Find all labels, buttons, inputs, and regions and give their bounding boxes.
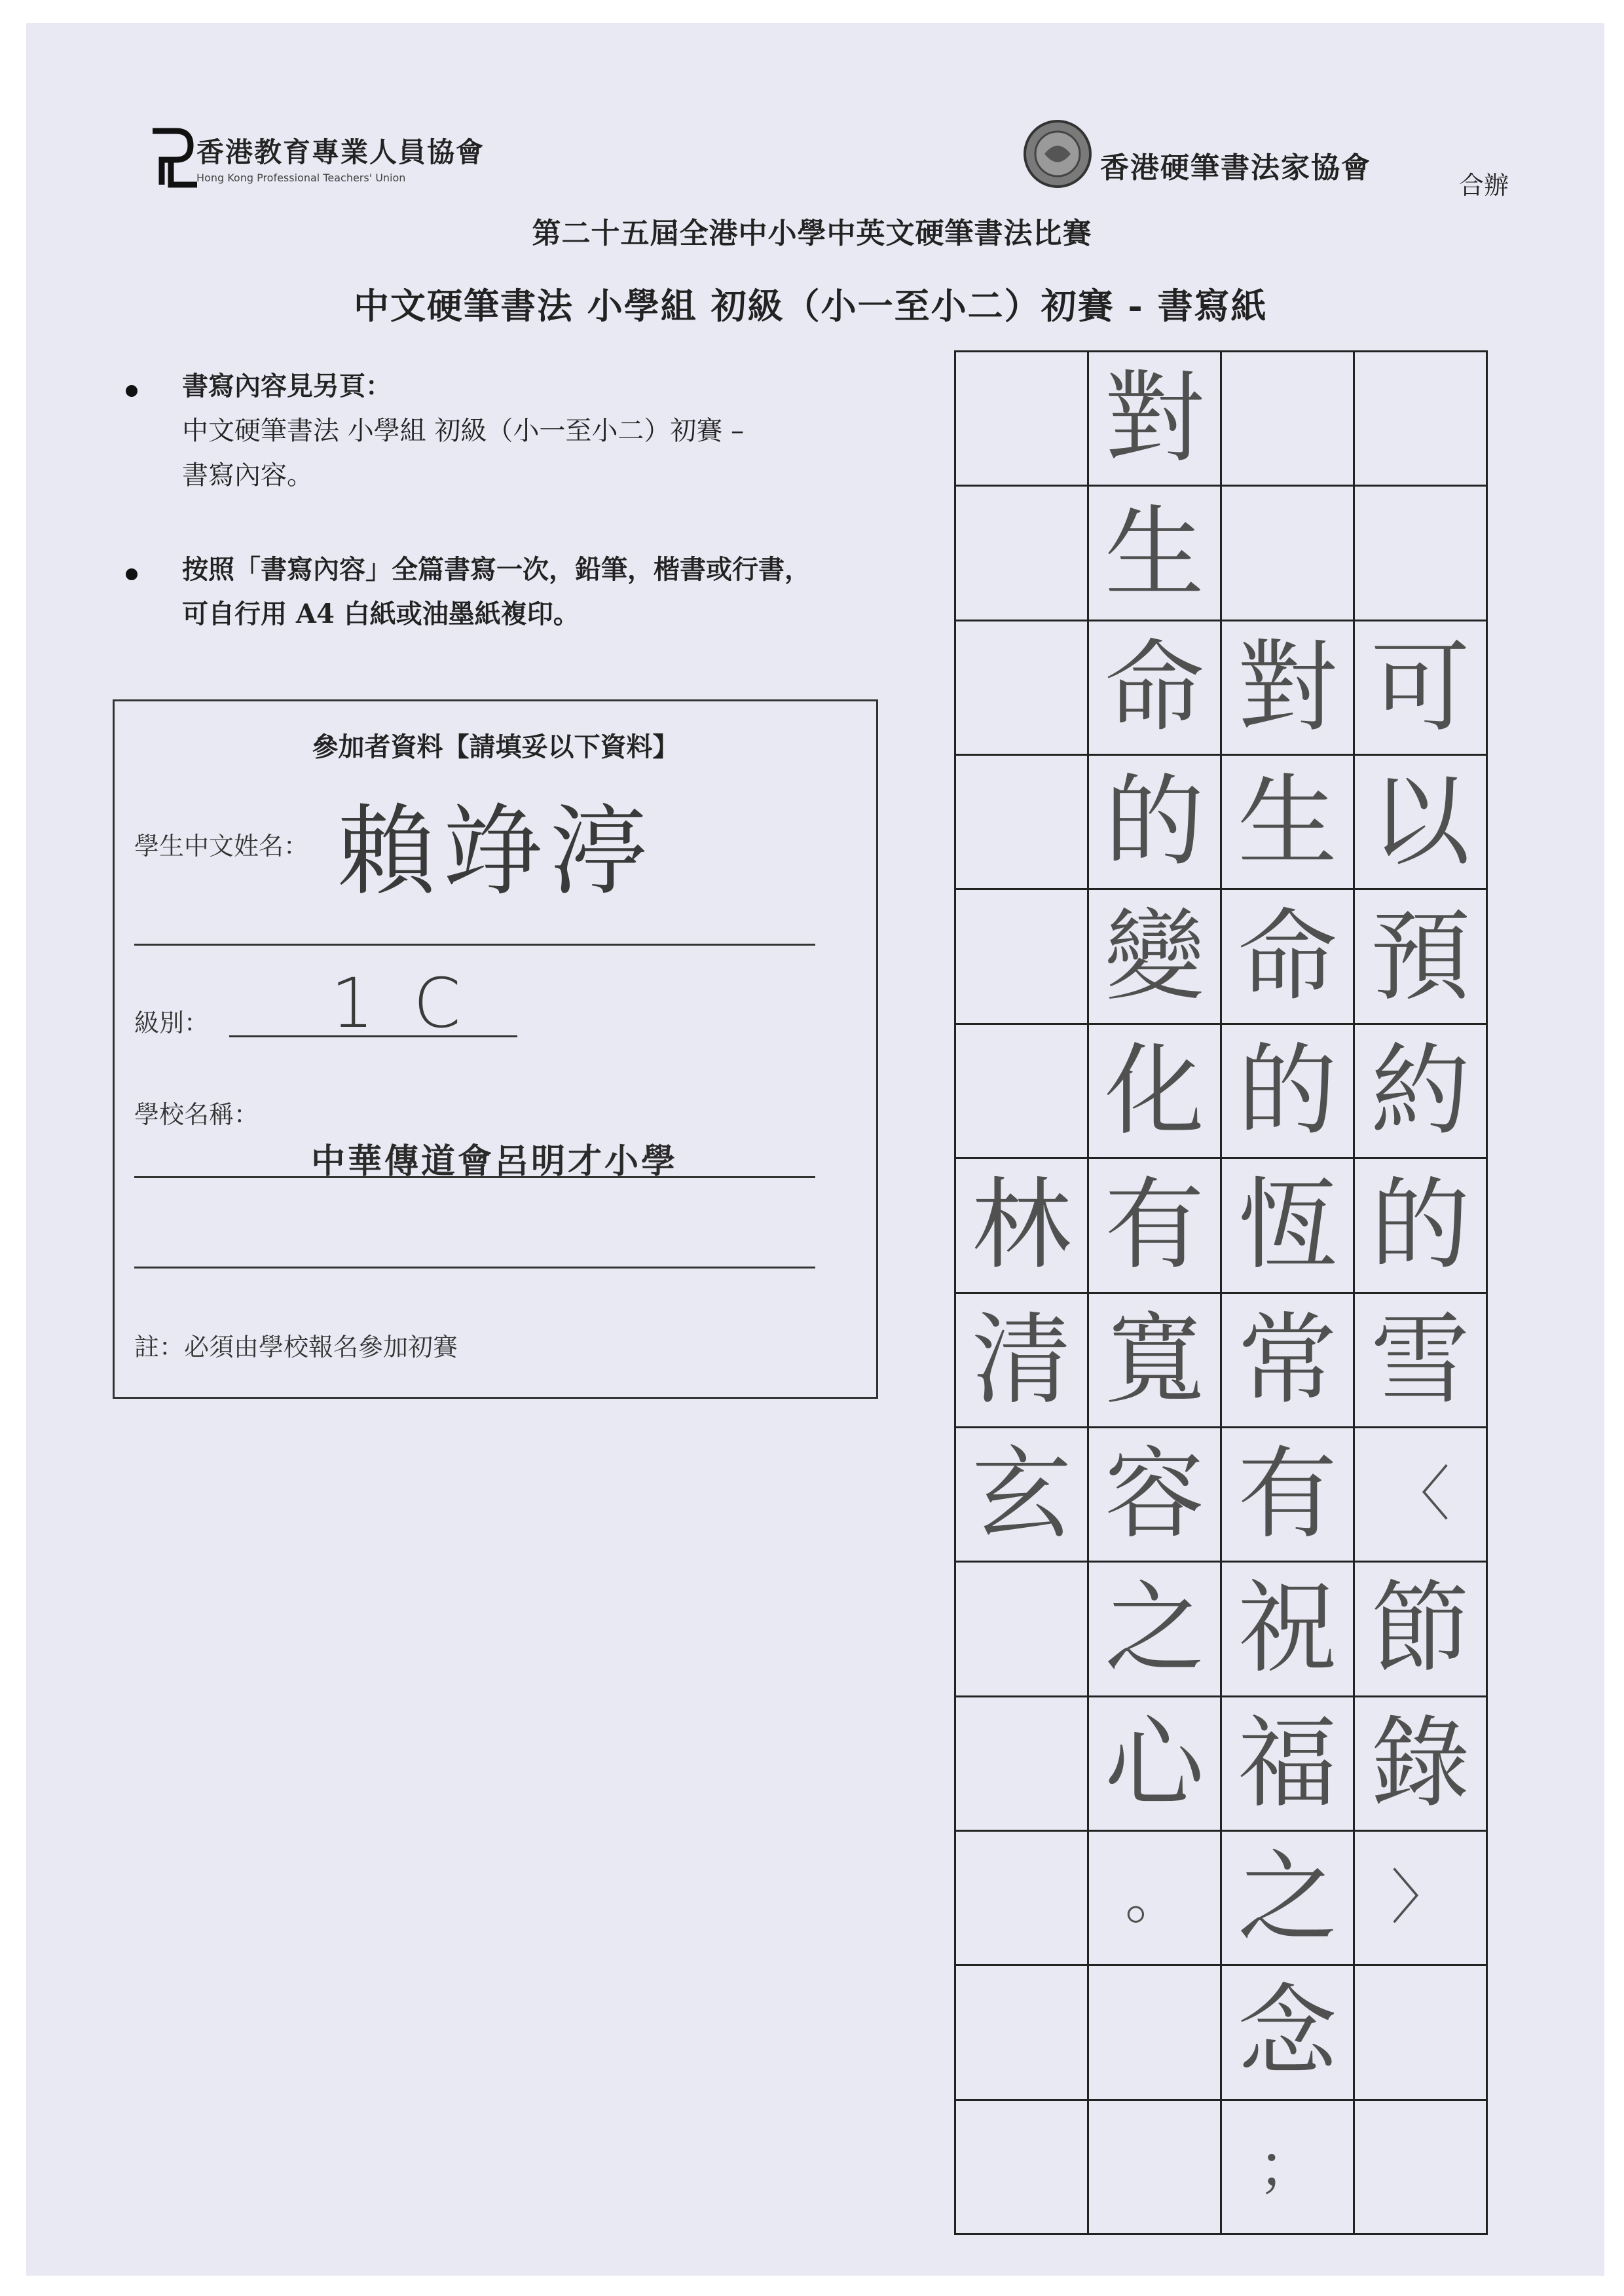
grid-cell: 變 <box>1089 890 1222 1024</box>
sheet-title: 中文硬筆書法 小學組 初級（小一至小二）初賽 - 書寫紙 <box>354 285 1268 327</box>
hkptu-logo-icon <box>147 124 200 190</box>
instruction-2 <box>182 547 811 637</box>
grid-cell: 對 <box>1222 621 1355 756</box>
grid-cell <box>1355 1966 1488 2100</box>
grid-cell: 可 <box>1355 621 1488 756</box>
grid-cell: 對 <box>1089 352 1222 487</box>
instruction-2-line-1: 按照「書寫內容」全篇書寫一次，鉛筆，楷書或行書， <box>182 554 811 585</box>
grid-cell <box>1222 352 1355 487</box>
bullet-icon <box>126 385 138 397</box>
grid-cell <box>956 487 1089 621</box>
class-value[interactable]: 1C <box>331 963 500 1043</box>
grid-cell: 心 <box>1089 1697 1222 1832</box>
grid-cell: 的 <box>1222 1025 1355 1159</box>
grid-cell: 〈 <box>1355 1428 1488 1563</box>
calligraphy-association-seal-icon <box>1022 118 1094 190</box>
name-label: 學生中文姓名： <box>134 832 309 861</box>
grid-cell: 林 <box>956 1159 1089 1293</box>
grid-cell: 祝 <box>1222 1563 1355 1697</box>
grid-cell: 約 <box>1355 1025 1488 1159</box>
grid-cell: 以 <box>1355 756 1488 890</box>
grid-cell <box>956 352 1089 487</box>
grid-cell <box>956 890 1089 1024</box>
grid-cell: 常 <box>1222 1294 1355 1428</box>
grid-cell: 念 <box>1222 1966 1355 2100</box>
note: 註：必須由學校報名參加初賽 <box>134 1333 458 1361</box>
grid-cell <box>956 1563 1089 1697</box>
instruction-1-line-1: 書寫內容見另頁： <box>182 371 392 401</box>
school-value[interactable]: 中華傳道會呂明才小學 <box>311 1141 678 1181</box>
school-underline <box>134 1176 815 1178</box>
grid-cell: 福 <box>1222 1697 1355 1832</box>
instruction-1-line-3: 書寫內容。 <box>182 460 313 491</box>
grid-cell <box>956 1966 1089 2100</box>
grid-cell: 。 <box>1089 1832 1222 1966</box>
grid-cell: 有 <box>1222 1428 1355 1563</box>
instruction-1 <box>182 364 744 498</box>
grid-cell: 的 <box>1355 1159 1488 1293</box>
grid-cell: 命 <box>1222 890 1355 1024</box>
grid-cell <box>1355 352 1488 487</box>
grid-cell <box>956 1025 1089 1159</box>
co-organize-label: 合辦 <box>1459 171 1509 200</box>
writing-grid <box>954 350 1488 2235</box>
grid-cell <box>956 1697 1089 1832</box>
grid-cell: 恆 <box>1222 1159 1355 1293</box>
org-left-english-name: Hong Kong Professional Teachers' Union <box>196 172 406 184</box>
grid-cell: 寬 <box>1089 1294 1222 1428</box>
instruction-1-line-2: 中文硬筆書法 小學組 初級（小一至小二）初賽 – <box>182 416 745 446</box>
name-underline <box>134 944 815 946</box>
grid-cell <box>956 2101 1089 2235</box>
grid-cell: 之 <box>1089 1563 1222 1697</box>
grid-cell <box>1355 2101 1488 2235</box>
grid-cell: 生 <box>1222 756 1355 890</box>
grid-cell: 生 <box>1089 487 1222 621</box>
participant-info-box <box>113 699 878 1399</box>
grid-cell: 化 <box>1089 1025 1222 1159</box>
grid-cell <box>956 756 1089 890</box>
grid-cell <box>1089 2101 1222 2235</box>
grid-cell: ； <box>1222 2101 1355 2235</box>
grid-cell: 節 <box>1355 1563 1488 1697</box>
class-underline <box>229 1035 517 1037</box>
participant-info-heading: 參加者資料【請填妥以下資料】 <box>312 731 679 762</box>
grid-cell: 清 <box>956 1294 1089 1428</box>
grid-cell <box>956 621 1089 756</box>
name-value[interactable]: 賴竫渟 <box>337 795 656 909</box>
grid-cell: 錄 <box>1355 1697 1488 1832</box>
grid-cell: 的 <box>1089 756 1222 890</box>
grid-cell <box>1355 487 1488 621</box>
competition-title: 第二十五屆全港中小學中英文硬筆書法比賽 <box>532 217 1092 250</box>
instruction-2-line-2: 可自行用 A4 白紙或油墨紙複印。 <box>182 599 580 629</box>
grid-cell: 命 <box>1089 621 1222 756</box>
grid-cell <box>1089 1966 1222 2100</box>
org-right-name: 香港硬筆書法家協會 <box>1100 151 1371 185</box>
class-label: 級別： <box>134 1009 210 1037</box>
grid-cell: 之 <box>1222 1832 1355 1966</box>
bullet-icon <box>126 568 138 580</box>
grid-cell: 容 <box>1089 1428 1222 1563</box>
grid-cell <box>1222 487 1355 621</box>
grid-cell: 有 <box>1089 1159 1222 1293</box>
grid-cell: 玄 <box>956 1428 1089 1563</box>
org-left-name: 香港教育專業人員協會 <box>196 136 485 168</box>
grid-cell: 雪 <box>1355 1294 1488 1428</box>
school-label: 學校名稱： <box>134 1100 259 1129</box>
grid-cell: 預 <box>1355 890 1488 1024</box>
grid-cell <box>956 1832 1089 1966</box>
grid-cell: 〉 <box>1355 1832 1488 1966</box>
school-underline-2 <box>134 1267 815 1268</box>
